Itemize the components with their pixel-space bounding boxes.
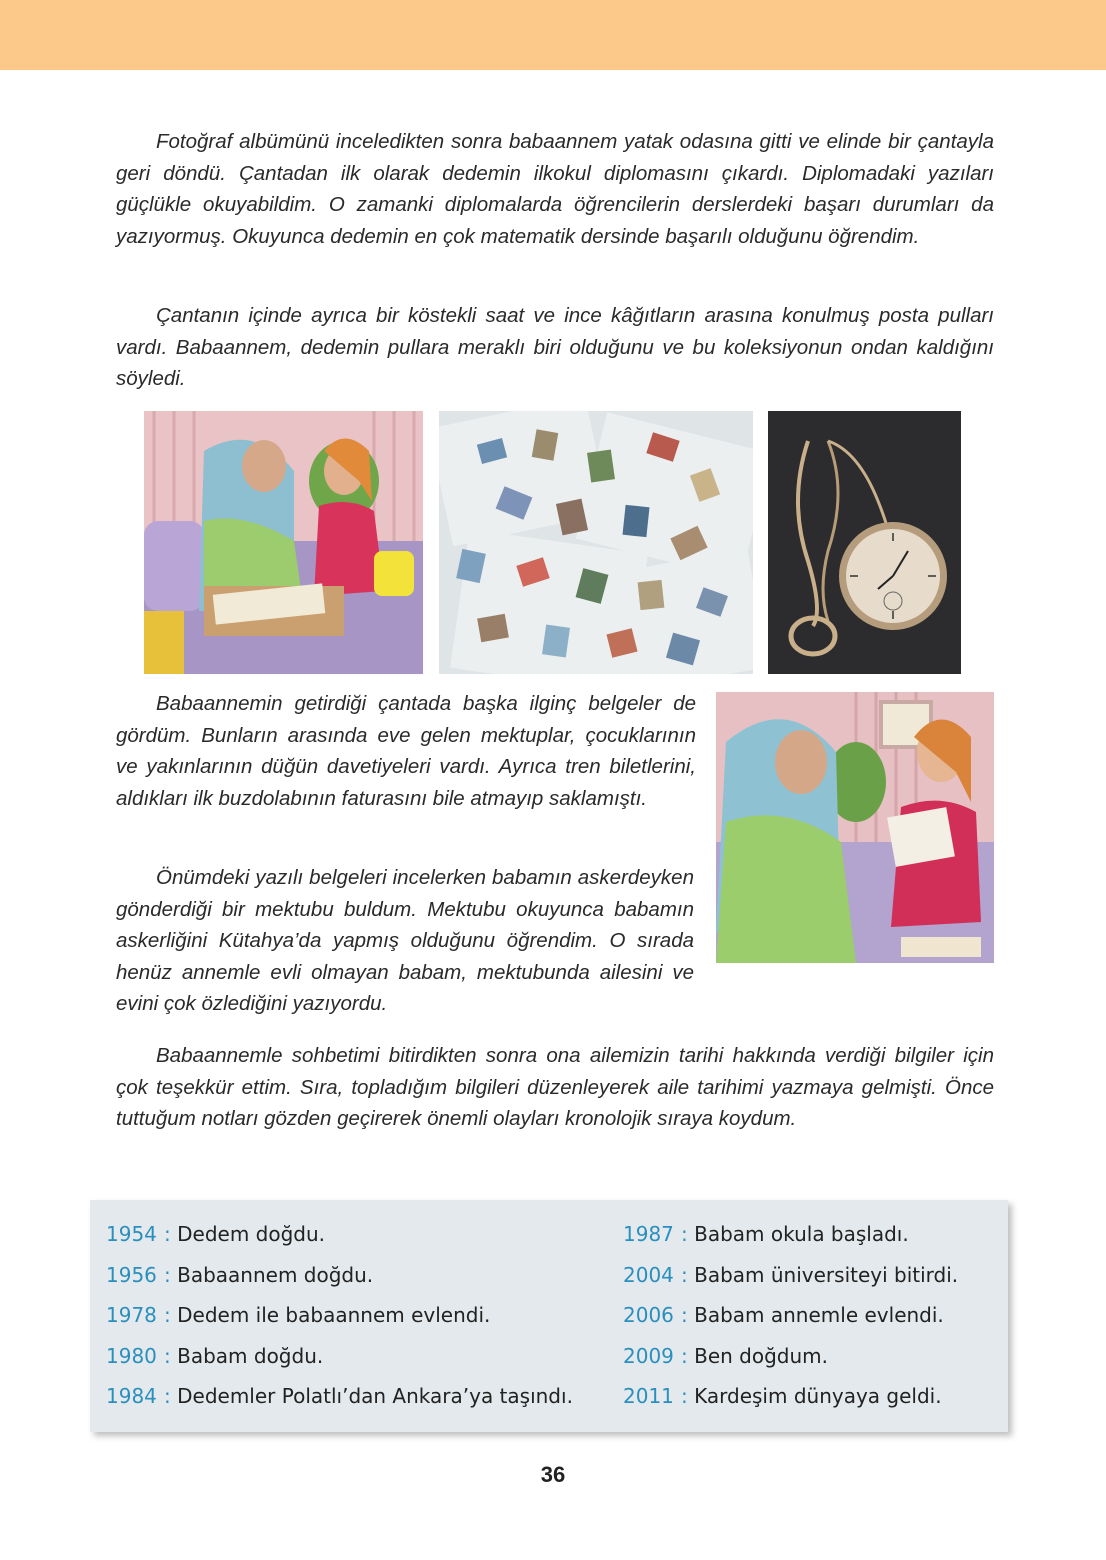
chronology-row	[106, 1376, 573, 1417]
chronology-row	[106, 1214, 573, 1255]
chronology-row	[106, 1336, 573, 1377]
chronology-year: 1954	[106, 1222, 157, 1246]
chronology-row	[106, 1255, 573, 1296]
chronology-separator: :	[164, 1222, 171, 1246]
chronology-event: Babam annemle evlendi.	[694, 1303, 944, 1327]
chronology-year: 2006	[623, 1303, 674, 1327]
chronology-row	[106, 1295, 573, 1336]
top-color-band	[0, 0, 1106, 70]
paragraph-5: Babaannemle sohbetimi bitirdikten sonra ona ailemizin tarihi hakkında verdiği bilgiler için çok teşekkür ettim. Sıra, topladığım bilgileri düzenleyerek aile tarihimi yazmaya gelmişti. Önce tuttuğum notları gözden geçirerek önemli olayları kronolojik sıraya koydum.	[116, 1044, 994, 1130]
chronology-event: Dedemler Polatlı’dan Ankara’ya taşındı.	[177, 1384, 573, 1408]
chronology-separator: :	[164, 1384, 171, 1408]
chronology-event: Babam doğdu.	[177, 1343, 324, 1368]
chronology-box	[90, 1200, 1008, 1432]
chronology-event: Babam okula başladı.	[694, 1222, 909, 1246]
chronology-event: Babaannem doğdu.	[177, 1262, 374, 1287]
chronology-separator: :	[681, 1303, 688, 1327]
illustration-grandmother-album	[144, 411, 423, 674]
paragraph-2: Çantanın içinde ayrıca bir köstekli saat ve ince kâğıtların arasına konulmuş posta pulları vardı. Babaannem, dedemin pullara meraklı biri olduğunu ve bu koleksiyonun ondan kaldığını söyledi.	[116, 304, 994, 390]
chronology-year: 1980	[106, 1343, 157, 1368]
chronology-year: 1984	[106, 1384, 157, 1408]
paragraph-4	[116, 862, 994, 1020]
photo-stamp-collection	[439, 411, 753, 674]
paragraph-4-text: Önümdeki yazılı belgeleri incelerken babamın askerdeyken gönderdiği bir mektubu buldum. Mektubu okuyunca babamın askerliğini Kütahya’da yapmış olduğunu öğrendim. O sırada henüz annemle evli olmayan babam, mektubunda ailesini ve evini çok özlediğini yazıyordu.	[116, 866, 694, 1015]
chronology-event: Babam üniversiteyi bitirdi.	[694, 1262, 959, 1287]
chronology-event: Dedem ile babaannem evlendi.	[177, 1303, 491, 1327]
chronology-separator: :	[681, 1222, 688, 1246]
chronology-separator: :	[164, 1343, 171, 1368]
chronology-year: 1978	[106, 1303, 157, 1327]
photo-pocket-watch	[768, 411, 961, 674]
chronology-event: Dedem doğdu.	[177, 1222, 326, 1246]
chronology-separator: :	[681, 1384, 688, 1408]
chronology-year: 1956	[106, 1262, 157, 1287]
chronology-year: 1987	[623, 1222, 674, 1246]
chronology-separator: :	[681, 1343, 688, 1368]
chronology-left-column	[106, 1214, 573, 1417]
chronology-separator: :	[164, 1262, 171, 1287]
chronology-row	[623, 1255, 958, 1296]
page-number: 36	[540, 1462, 566, 1487]
chronology-separator: :	[681, 1262, 688, 1287]
chronology-event: Kardeşim dünyaya geldi.	[694, 1384, 942, 1408]
chronology-row	[623, 1336, 958, 1377]
chronology-year: 2009	[623, 1343, 674, 1368]
chronology-row	[623, 1214, 958, 1255]
paragraph-3: Babaannemin getirdiği çantada başka ilginç belgeler de gördüm. Bunların arasında eve gelen mektuplar, çocuklarının ve yakınlarının düğün davetiyeleri vardı. Ayrıca tren biletlerini, aldıkları ilk buzdolabının faturasını bile atmayıp saklamıştı.	[116, 692, 696, 810]
chronology-event: Ben doğdum.	[694, 1343, 829, 1368]
chronology-separator: :	[164, 1303, 171, 1327]
chronology-year: 2004	[623, 1262, 674, 1287]
chronology-row	[623, 1376, 958, 1417]
chronology-row	[623, 1295, 958, 1336]
chronology-year: 2011	[623, 1384, 674, 1408]
paragraph-1: Fotoğraf albümünü inceledikten sonra babaannem yatak odasına gitti ve elinde bir çantayla geri döndü. Çantadan ilk olarak dedemin ilkokul diplomasını çıkardı. Diplomadaki yazıları güçlükle okuyabildim. O zamanki diplomalarda öğrencilerin derslerdeki başarı durumları da yazıyormuş. Okuyunca dedemin en çok matematik dersinde başarılı olduğunu öğrendim.	[116, 130, 994, 248]
chronology-right-column	[623, 1214, 958, 1417]
